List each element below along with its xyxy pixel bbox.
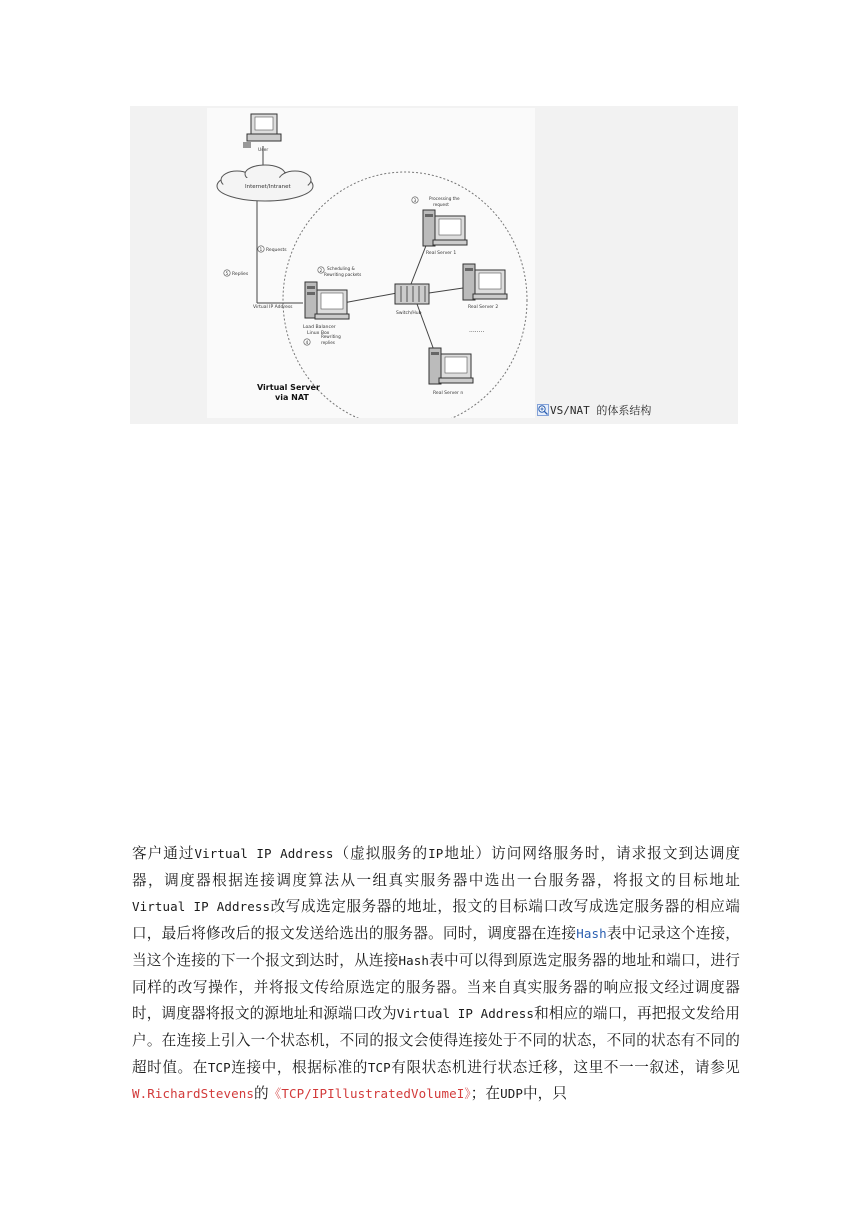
caption-text: VS/NAT 的体系结构 [550, 404, 652, 417]
figure-caption[interactable] [537, 402, 651, 418]
internet-label: Internet/Intranet [245, 184, 291, 190]
svg-text:Rewriting: Rewriting [321, 334, 341, 339]
real-server-n-icon [429, 348, 473, 384]
vip-label: Virtual IP Address [253, 305, 293, 310]
replies-label: Replies [232, 272, 249, 277]
svg-text:Processing the: Processing the [429, 196, 460, 201]
svg-text:2: 2 [319, 267, 323, 273]
svg-text:3: 3 [413, 197, 417, 203]
switch-label: Switch/Hub [396, 311, 422, 316]
load-balancer-icon [305, 282, 349, 319]
hash-link[interactable]: Hash [576, 926, 607, 942]
svg-text:4: 4 [305, 339, 309, 345]
svg-text:Rewriting packets: Rewriting packets [324, 272, 362, 277]
author-link[interactable]: W.RichardStevens [132, 1086, 255, 1102]
diagram-title: Virtual Server [257, 383, 320, 392]
vs-nat-architecture-diagram [207, 108, 535, 418]
svg-text:Real Server 2: Real Server 2 [468, 305, 499, 310]
svg-text:request: request [433, 202, 449, 207]
internet-cloud-icon [217, 165, 313, 201]
switch-rs2-line [429, 288, 463, 293]
zoom-in-icon[interactable] [537, 404, 549, 416]
real-server-1-icon [423, 210, 467, 246]
svg-text:Scheduling &: Scheduling & [327, 266, 355, 271]
lb-switch-line [343, 293, 397, 303]
book-link[interactable]: 《TCP/IPIllustratedVolumeI》 [268, 1086, 471, 1102]
more-servers-ellipsis: ........ [469, 327, 485, 334]
svg-text:Load Balancer: Load Balancer [303, 325, 336, 330]
svg-text:1: 1 [259, 246, 263, 252]
svg-text:Real Server n: Real Server n [433, 391, 464, 396]
body-paragraph: 客户通过Virtual IP Address（虚拟服务的IP地址）访问网络服务时，请求报文到达调度器，调度器根据连接调度算法从一组真实服务器中选出一台服务器，将报文的目标地址Virtual IP Address改写成选定服务器的地址，报文的目标端口改写成选定服务器的相应端口，最后将修改后的报文发送给选出的服务器。同时，调度器在连接Hash表中记录这个连接，当这个连接的下一个报文到达时，从连接Hash表中可以得到原选定服务器的地址和端口，进行同样的改写操作，并将报文传给原选定的服务器。当来自真实服务器的响应报文经过调度器时，调度器将报文的源地址和源端口改为Virtual IP Address和相应的端口，再把报文发给用户。在连接上引入一个状态机，不同的报文会使得连接处于不同的状态，不同的状态有不同的超时值。在TCP连接中，根据标准的TCP有限状态机进行状态迁移，这里不一一叙述，请参见W.RichardStevens的《TCP/IPIllustratedVolumeI》；在UDP中，只 [132, 845, 741, 1103]
real-server-2-icon [463, 264, 507, 300]
switch-hub-icon [395, 284, 429, 304]
body-paragraph-container [132, 841, 740, 1108]
svg-text:replies: replies [321, 340, 335, 345]
svg-text:5: 5 [225, 270, 229, 276]
svg-text:via NAT: via NAT [275, 393, 309, 402]
user-computer-icon [243, 114, 281, 148]
svg-text:Real Server 1: Real Server 1 [426, 251, 457, 256]
svg-text:Linux Box: Linux Box [307, 331, 330, 336]
user-label: User [258, 148, 269, 153]
requests-label: Requests [266, 248, 287, 253]
